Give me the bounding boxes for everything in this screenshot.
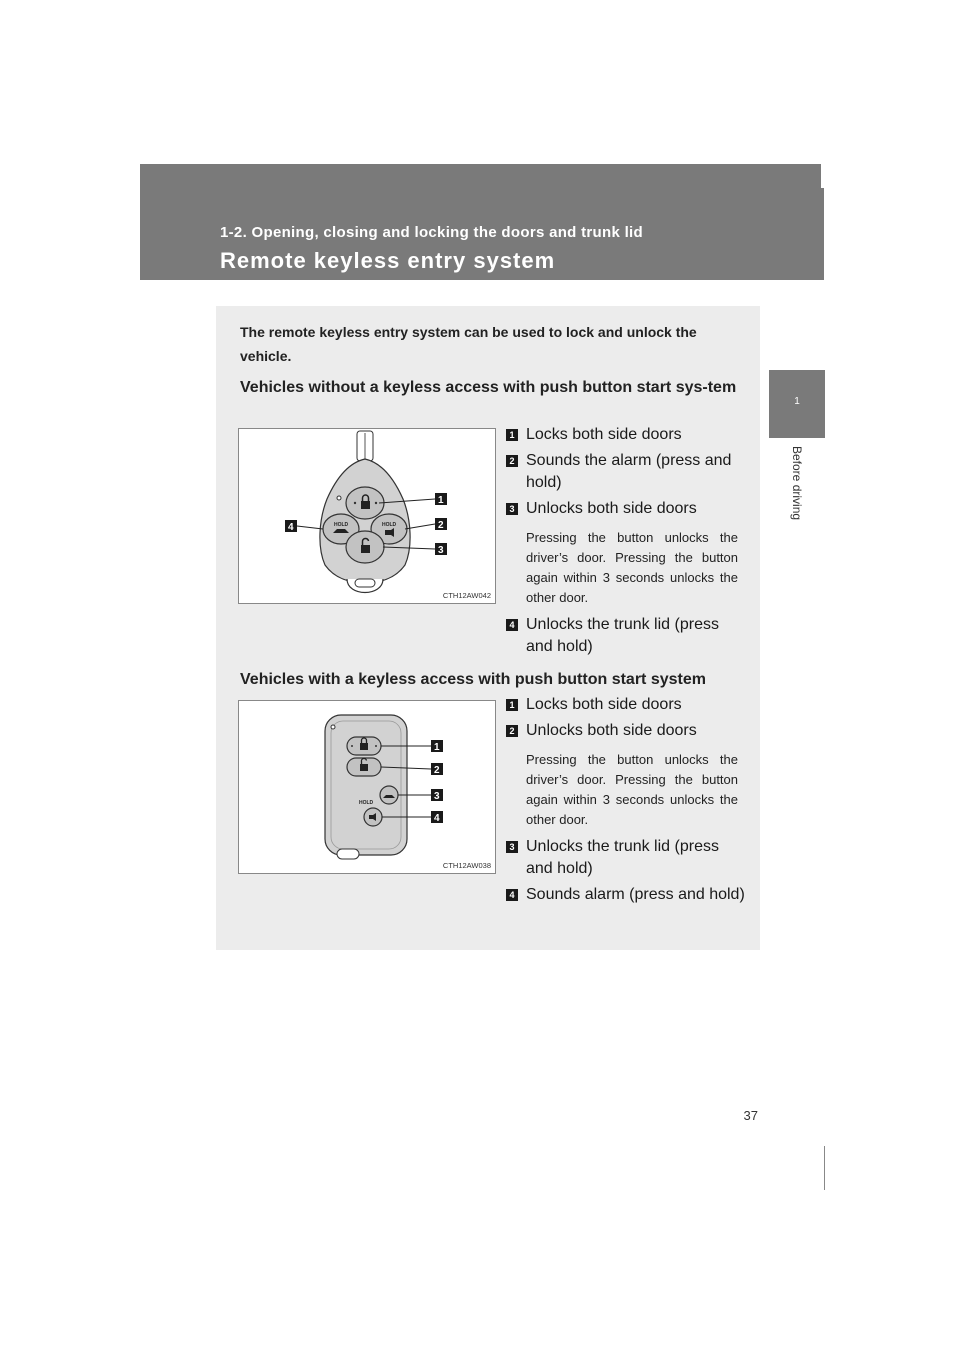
item-number-badge: 4 xyxy=(506,619,518,631)
list-item xyxy=(506,884,746,906)
item-text: Locks both side doors xyxy=(526,426,682,443)
svg-text:2: 2 xyxy=(438,520,444,531)
svg-text:3: 3 xyxy=(434,791,440,802)
item-text: Unlocks both side doors xyxy=(526,500,697,517)
item-text: Sounds the alarm (press and hold) xyxy=(526,452,732,491)
svg-text:HOLD: HOLD xyxy=(382,522,397,528)
item-note: Pressing the button unlocks the driver’s door. Pressing the button again within 3 seconds unlocks the other door. xyxy=(526,530,738,605)
item-number-badge: 2 xyxy=(506,725,518,737)
svg-text:4: 4 xyxy=(288,522,294,533)
chapter-label: Before driving xyxy=(790,446,804,521)
list-item xyxy=(506,498,746,520)
smart-key-figure xyxy=(238,700,496,874)
list-item xyxy=(506,614,746,658)
item-number-badge: 1 xyxy=(506,429,518,441)
item-number-badge: 1 xyxy=(506,699,518,711)
page-title: Remote keyless entry system xyxy=(220,248,556,273)
smart-key-illustration xyxy=(239,701,495,873)
chapter-tab[interactable] xyxy=(769,370,825,438)
list-item xyxy=(506,694,746,716)
item-text: Unlocks the trunk lid (press and hold) xyxy=(526,838,719,877)
intro-text: The remote keyless entry system can be used to lock and unlock the vehicle. xyxy=(240,324,697,364)
chapter-number: 1 xyxy=(794,396,800,407)
item-number-badge: 3 xyxy=(506,841,518,853)
svg-text:2: 2 xyxy=(434,765,440,776)
item-number-badge: 2 xyxy=(506,455,518,467)
list-item xyxy=(506,836,746,880)
edge-mark xyxy=(824,1146,825,1190)
section-title: 1-2. Opening, closing and locking the doors and trunk lid xyxy=(220,224,643,241)
svg-text:4: 4 xyxy=(434,813,440,824)
item-number-badge: 3 xyxy=(506,503,518,515)
item-note: Pressing the button unlocks the driver’s door. Pressing the button again within 3 seconds unlocks the other door. xyxy=(526,752,738,827)
item-text: Unlocks the trunk lid (press and hold) xyxy=(526,616,719,655)
list-item xyxy=(506,720,746,742)
item-text: Unlocks both side doors xyxy=(526,722,697,739)
item-text: Sounds alarm (press and hold) xyxy=(526,886,745,903)
item-number-badge: 4 xyxy=(506,889,518,901)
key-fob-figure xyxy=(238,428,496,604)
svg-text:1: 1 xyxy=(434,742,440,753)
svg-text:HOLD: HOLD xyxy=(359,800,374,806)
svg-text:HOLD: HOLD xyxy=(334,522,349,528)
item-text: Locks both side doors xyxy=(526,696,682,713)
figure-code: CTH12AW042 xyxy=(442,591,491,600)
chapter-header xyxy=(140,164,824,280)
section1-heading: Vehicles without a keyless access with push button start sys-tem xyxy=(240,379,737,396)
list-item xyxy=(506,424,746,446)
section2-heading: Vehicles with a keyless access with push button start system xyxy=(240,671,706,688)
page-number: 37 xyxy=(743,1108,758,1123)
key-fob-illustration xyxy=(239,429,495,603)
figure-code: CTH12AW038 xyxy=(442,861,491,870)
svg-text:3: 3 xyxy=(438,545,444,556)
svg-text:1: 1 xyxy=(438,495,444,506)
list-item xyxy=(506,450,746,494)
header-edge-mark xyxy=(821,164,824,188)
